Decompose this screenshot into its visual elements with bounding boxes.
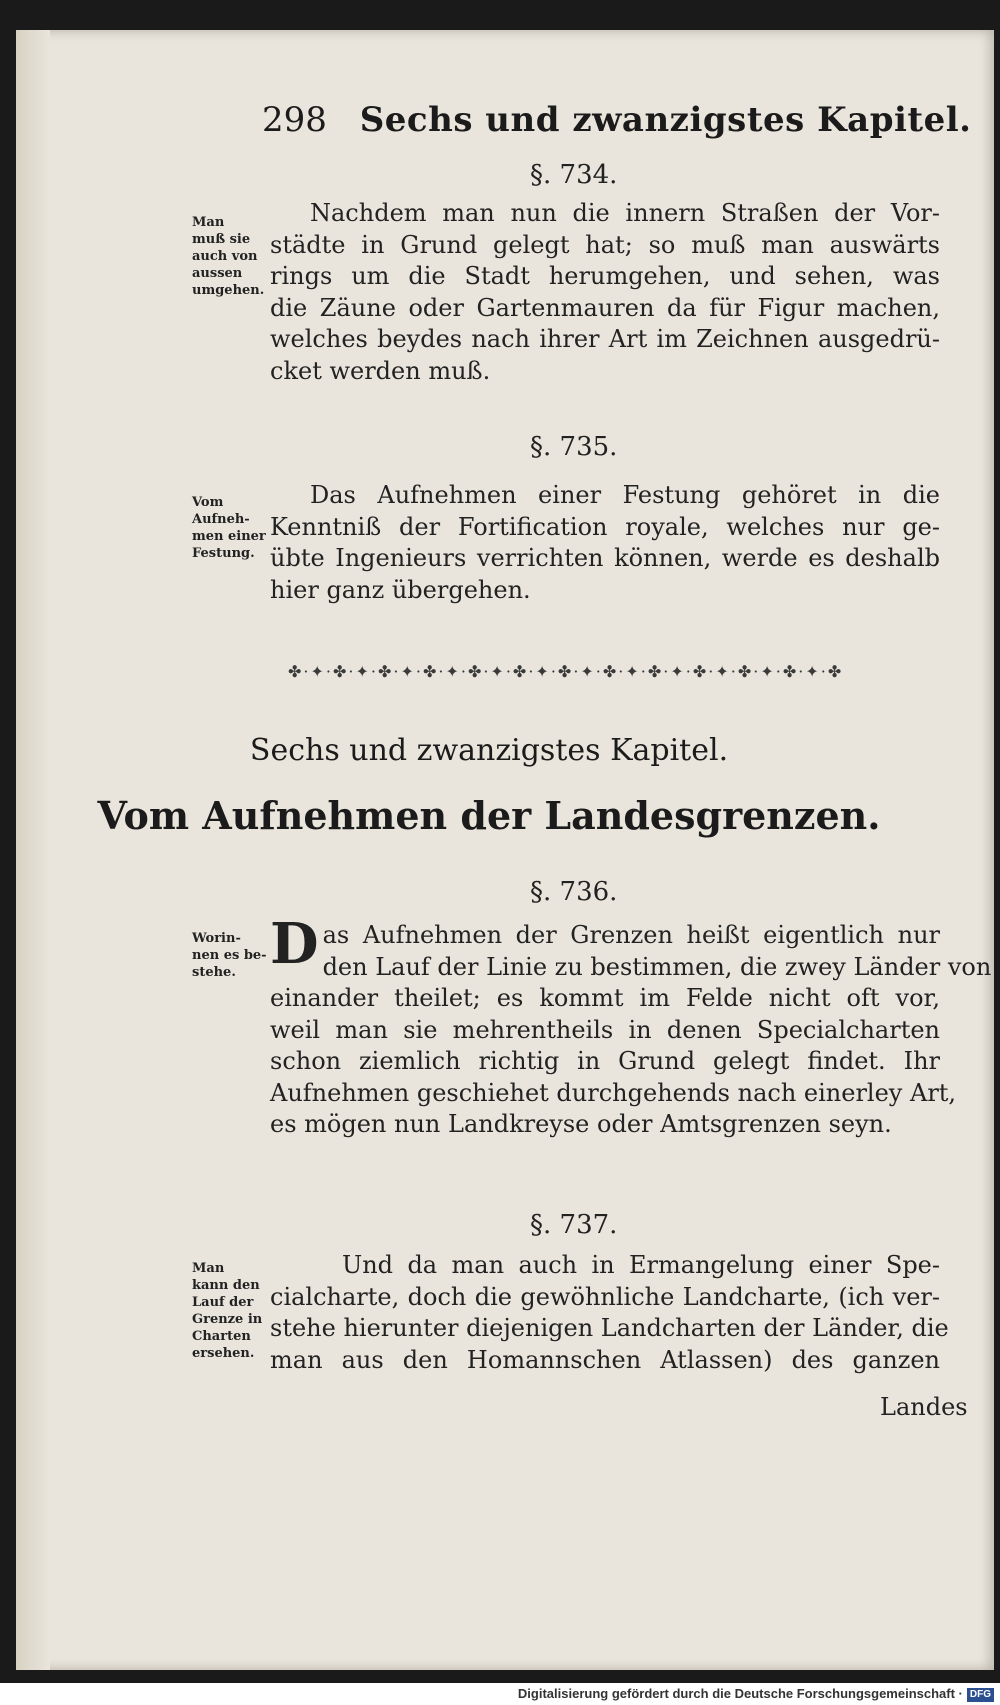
drop-cap-initial: D [270, 911, 319, 977]
text-line: stehe hierunter diejenigen Landcharten der Länder, die [270, 1314, 949, 1342]
catchword: Landes [880, 1393, 968, 1421]
text-line: man aus den Homannschen Atlassen) des ganzen [270, 1345, 940, 1374]
text-line: Nachdem man nun die innern Straßen der Vor- [310, 199, 940, 227]
text-line: den Lauf der Linie zu bestimmen, die zwey Länder von [322, 952, 992, 981]
text-line: rings um die Stadt herumgehen, und sehen, was [270, 262, 940, 290]
text-line: weil man sie mehrentheils in denen Specialcharten [270, 1015, 940, 1044]
text-line: cialcharte, doch die gewöhnliche Landcharte, (ich ver- [270, 1282, 940, 1311]
margin-note-734 [192, 214, 272, 299]
chapter-title: Vom Aufnehmen der Landesgrenzen. [97, 793, 881, 838]
margin-line: men einer [192, 529, 266, 544]
margin-line: Man [192, 215, 225, 230]
paragraph-734 [270, 198, 940, 387]
text-line: as Aufnehmen der Grenzen heißt eigentlich nur [322, 921, 940, 949]
page-gutter-shadow [16, 30, 50, 1670]
margin-note-735 [192, 494, 272, 562]
margin-line: Grenze in [192, 1312, 263, 1327]
section-number-735: §. 735. [530, 432, 618, 462]
text-line: städte in Grund gelegt hat; so muß man auswärts [270, 230, 940, 259]
margin-line: Festung. [192, 546, 255, 561]
running-title: Sechs und zwanzigstes Kapitel. [359, 100, 972, 140]
footer-credit: Digitalisierung gefördert durch die Deutsche Forschungsgemeinschaft · [517, 1686, 963, 1701]
text-line: welches beydes nach ihrer Art im Zeichnen ausgedrü- [270, 325, 940, 353]
margin-line: kann den [192, 1278, 260, 1293]
text-line: Kenntniß der Fortification royale, welches nur ge- [270, 512, 940, 541]
margin-note-737 [192, 1260, 272, 1362]
section-number-736: §. 736. [530, 877, 618, 907]
running-header [262, 100, 972, 140]
margin-line: auch von [192, 249, 258, 264]
paragraph-735 [270, 480, 940, 606]
margin-line: Lauf der [192, 1295, 254, 1310]
margin-line: muß sie [192, 232, 251, 247]
margin-note-736 [192, 930, 272, 981]
paragraph-736 [270, 911, 992, 1141]
text-line: Das Aufnehmen einer Festung gehöret in die [310, 481, 940, 509]
dfg-logo: DFG [967, 1688, 994, 1702]
text-line: hier ganz übergehen. [270, 575, 531, 604]
chapter-heading: Sechs und zwanzigstes Kapitel. [249, 733, 729, 768]
text-line: Aufnehmen geschiehet durchgehends nach einerley Art, [270, 1078, 957, 1107]
margin-line: Vom [192, 495, 224, 510]
paragraph-737 [270, 1250, 949, 1376]
margin-line: Aufneh- [192, 512, 250, 527]
margin-line: stehe. [192, 965, 236, 980]
section-number-734: §. 734. [530, 160, 618, 190]
margin-line: aussen [192, 266, 243, 281]
page-number: 298 [262, 100, 327, 140]
text-line: Und da man auch in Ermangelung einer Spe- [342, 1251, 940, 1279]
margin-line: umgehen. [192, 283, 265, 298]
section-number-737: §. 737. [530, 1210, 618, 1240]
margin-line: Man [192, 1261, 225, 1276]
margin-line: ersehen. [192, 1346, 255, 1361]
ornamental-divider: ✤·✦·✤·✦·✤·✦·✤·✦·✤·✦·✤·✦·✤·✦·✤·✦·✤·✦·✤·✦·✤·✦·✤·✦·✤ [288, 662, 844, 681]
margin-line: Charten [192, 1329, 251, 1344]
text-line: übte Ingenieurs verrichten können, werde es deshalb [270, 544, 940, 572]
margin-line: Worin- [192, 931, 241, 946]
text-line: es mögen nun Landkreyse oder Amtsgrenzen seyn. [270, 1110, 892, 1138]
text-line: cket werden muß. [270, 356, 491, 385]
margin-line: nen es be- [192, 948, 267, 963]
text-line: einander theilet; es kommt im Felde nicht oft vor, [270, 984, 940, 1012]
digitization-footer [0, 1683, 1000, 1705]
text-line: schon ziemlich richtig in Grund gelegt findet. Ihr [270, 1047, 940, 1075]
text-line: die Zäune oder Gartenmauren da für Figur machen, [270, 293, 940, 322]
